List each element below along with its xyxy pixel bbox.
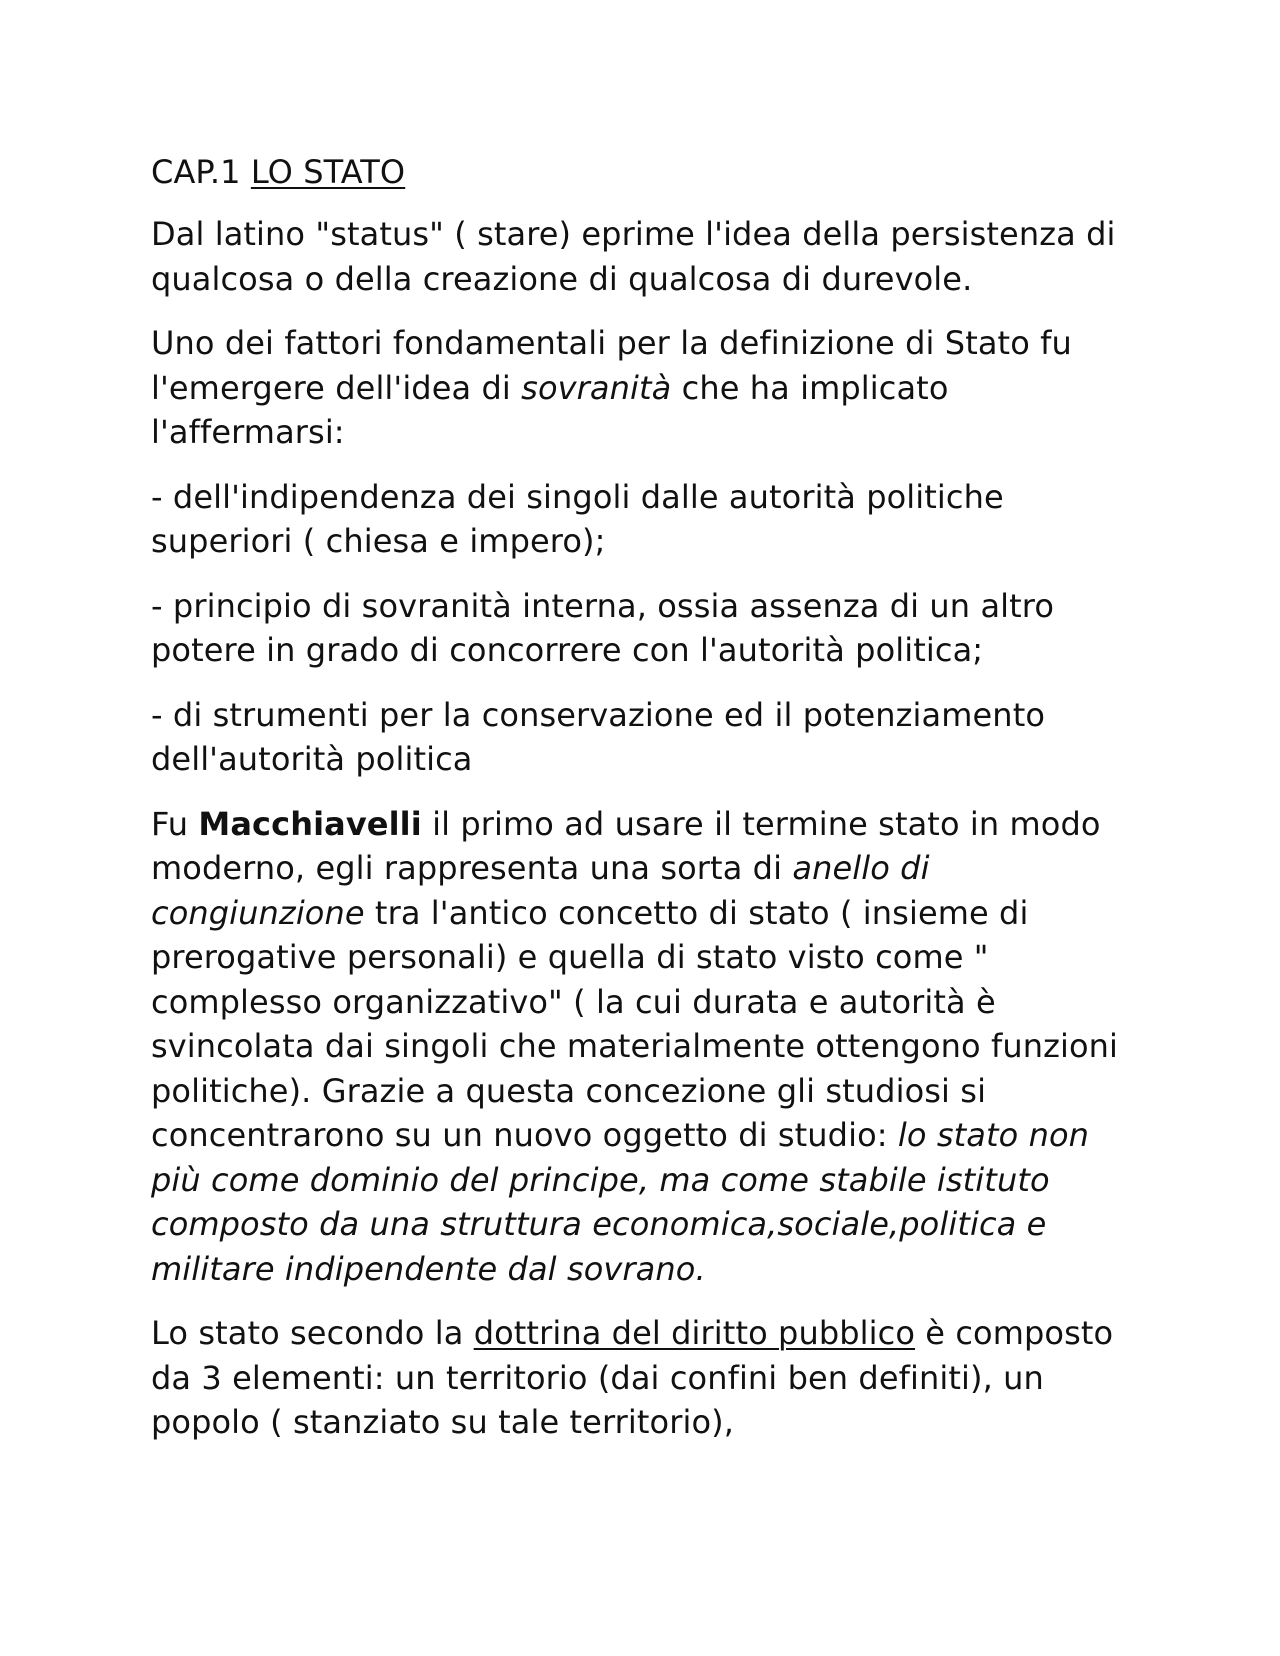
chapter-heading xyxy=(151,150,1131,194)
italic-definition-stato: lo stato non più come dominio del principe, ma come stabile istituto composto da una struttura economica,sociale,politica e militare indipendente dal sovrano. xyxy=(151,1116,1090,1288)
text-run: Uno dei fattori fondamentali per la definizione di Stato fu l'emergere dell'idea di xyxy=(151,324,1072,407)
italic-term-sovranita: sovranità xyxy=(521,368,672,407)
chapter-number: CAP.1 xyxy=(151,153,241,191)
text-run: è composto da 3 elementi: un territorio (dai confini ben definiti), un popolo ( stanziato su tale territorio), xyxy=(151,1314,1114,1441)
paragraph-sovereignty xyxy=(151,321,1131,455)
list-item-instruments: - di strumenti per la conservazione ed il potenziamento dell'autorità politica xyxy=(151,695,1046,778)
text-run: Lo stato secondo la xyxy=(151,1314,474,1352)
document-page xyxy=(151,150,1131,1465)
paragraph-macchiavelli xyxy=(151,802,1131,1292)
italic-term-anello: anello di congiunzione xyxy=(151,849,930,932)
chapter-title: LO STATO xyxy=(250,153,406,191)
paragraph-public-law xyxy=(151,1311,1131,1445)
paragraph-etymology: Dal latino "status" ( stare) eprime l'idea della persistenza di qualcosa o della creazione di qualcosa di durevole. xyxy=(151,215,1116,298)
text-run: tra l'antico concetto di stato ( insieme di prerogative personali) e quella di stato visto come " complesso organizzativo" ( la cui durata e autorità è svincolata dai singoli che materialmente ottengono funzioni politiche). Grazie a questa concezione gli studiosi si concentrarono su un nuovo oggetto di studio: xyxy=(151,893,1119,1154)
text-run: che ha implicato l'affermarsi: xyxy=(151,368,949,451)
text-run: il primo ad usare il termine stato in modo moderno, egli rappresenta una sorta di xyxy=(151,804,1101,887)
text-run: Fu xyxy=(151,804,199,843)
list-item-independence: - dell'indipendenza dei singoli dalle autorità politiche superiori ( chiesa e impero); xyxy=(151,477,1004,560)
underlined-term-dottrina: dottrina del diritto pubblico xyxy=(473,1314,916,1352)
bold-name-macchiavelli: Macchiavelli xyxy=(198,804,422,843)
list-item-internal-sovereignty: - principio di sovranità interna, ossia assenza di un altro potere in grado di concorrere con l'autorità politica; xyxy=(151,586,1055,669)
